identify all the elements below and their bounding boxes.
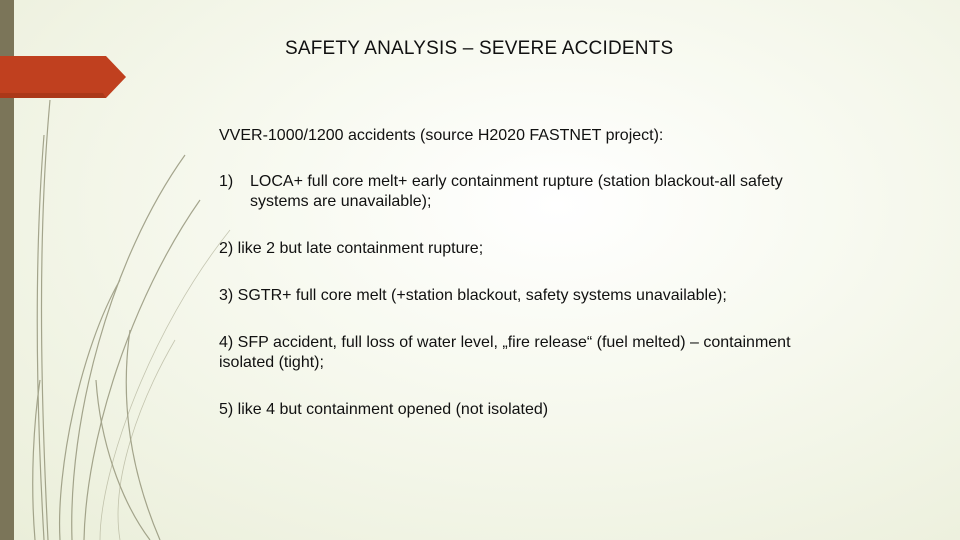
- grass-strokes: [33, 100, 200, 540]
- list-item: 2) like 2 but late containment rupture;: [219, 240, 484, 257]
- slide-title: SAFETY ANALYSIS – SEVERE ACCIDENTS: [285, 38, 674, 59]
- list-item: [219, 172, 819, 212]
- slide-content: [219, 126, 819, 447]
- list-item: 4) SFP accident, full loss of water level, „fire release“ (fuel melted) – containment isolated (tight);: [219, 334, 791, 371]
- title-arrow-tab-shadow: [0, 93, 106, 98]
- list-item: 5) like 4 but containment opened (not isolated): [219, 401, 549, 418]
- left-decor-bar: [0, 0, 14, 540]
- item-text: LOCA+ full core melt+ early containment rupture (station blackout-all safety systems are unavailable);: [250, 173, 783, 210]
- item-number: 1): [219, 173, 234, 190]
- list-item: 3) SGTR+ full core melt (+station blackout, safety systems unavailable);: [219, 287, 727, 304]
- content-heading: VVER-1000/1200 accidents (source H2020 FASTNET project):: [219, 127, 664, 144]
- title-arrow-tab: [0, 56, 126, 98]
